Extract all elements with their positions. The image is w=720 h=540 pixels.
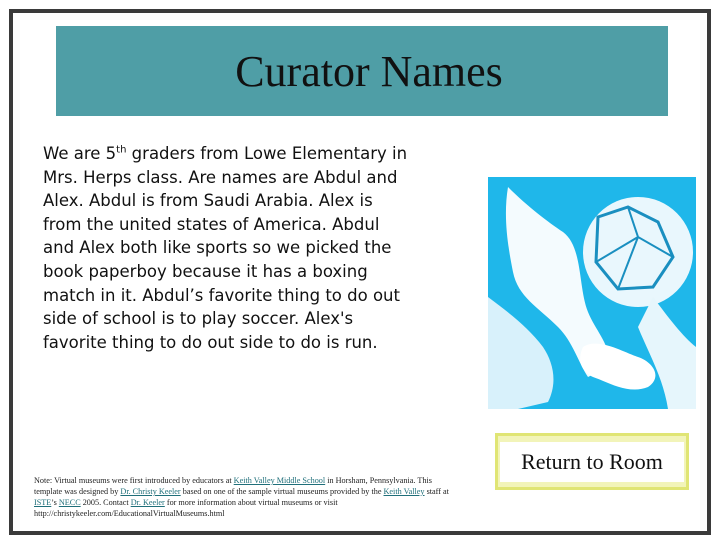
note-link-dr-christy-keeler[interactable]: Dr. Christy Keeler xyxy=(120,487,181,496)
note-link-necc[interactable]: NECC xyxy=(58,498,81,507)
note-text-7: for more information about virtual museums or visit http://christykeeler.com/EducationalVirtualMuseums.html xyxy=(34,498,338,518)
note-text-6: 2005. Contact xyxy=(80,498,131,507)
return-to-room-label-box[interactable] xyxy=(500,442,684,482)
note-text-1: Note: Virtual museums were first introduced by educators at xyxy=(34,476,234,485)
soccer-photo xyxy=(488,177,696,409)
note-link-dr-keeler[interactable]: Dr. Keeler xyxy=(130,498,165,507)
template-note xyxy=(34,475,454,519)
description-superscript: th xyxy=(116,144,127,156)
note-text-4: staff at xyxy=(424,487,449,496)
note-link-iste[interactable]: ISTE xyxy=(34,498,52,507)
note-text-5: ’s xyxy=(51,498,59,507)
note-text-3: based on one of the sample virtual museums provided by the xyxy=(180,487,384,496)
curator-description xyxy=(43,142,415,354)
return-to-room-button[interactable] xyxy=(495,433,689,490)
note-link-keith-valley[interactable]: Keith Valley xyxy=(383,487,425,496)
note-link-keith-valley-school[interactable]: Keith Valley Middle School xyxy=(233,476,326,485)
return-to-room-label: Return to Room xyxy=(521,448,663,474)
slide-title: Curator Names xyxy=(235,46,503,96)
note-text-2: in Horsham, Pennsylvania. This template was designed by xyxy=(34,476,432,496)
slide-frame xyxy=(9,9,711,535)
title-banner xyxy=(56,26,668,116)
soccer-player-illustration xyxy=(488,177,696,409)
description-part-2: graders from Lowe Elementary in Mrs. Herps class. Are names are Abdul and Alex. Abdul is from Saudi Arabia. Alex is from the united states of America. Abdul and Alex both like sports so we picked the book paperboy because it has a boxing match in it. Abdul’s favorite thing to do out side of school is to play soccer. Alex's favorite thing to do out side to do is run. xyxy=(43,144,408,352)
description-part-1: We are 5 xyxy=(43,144,117,163)
